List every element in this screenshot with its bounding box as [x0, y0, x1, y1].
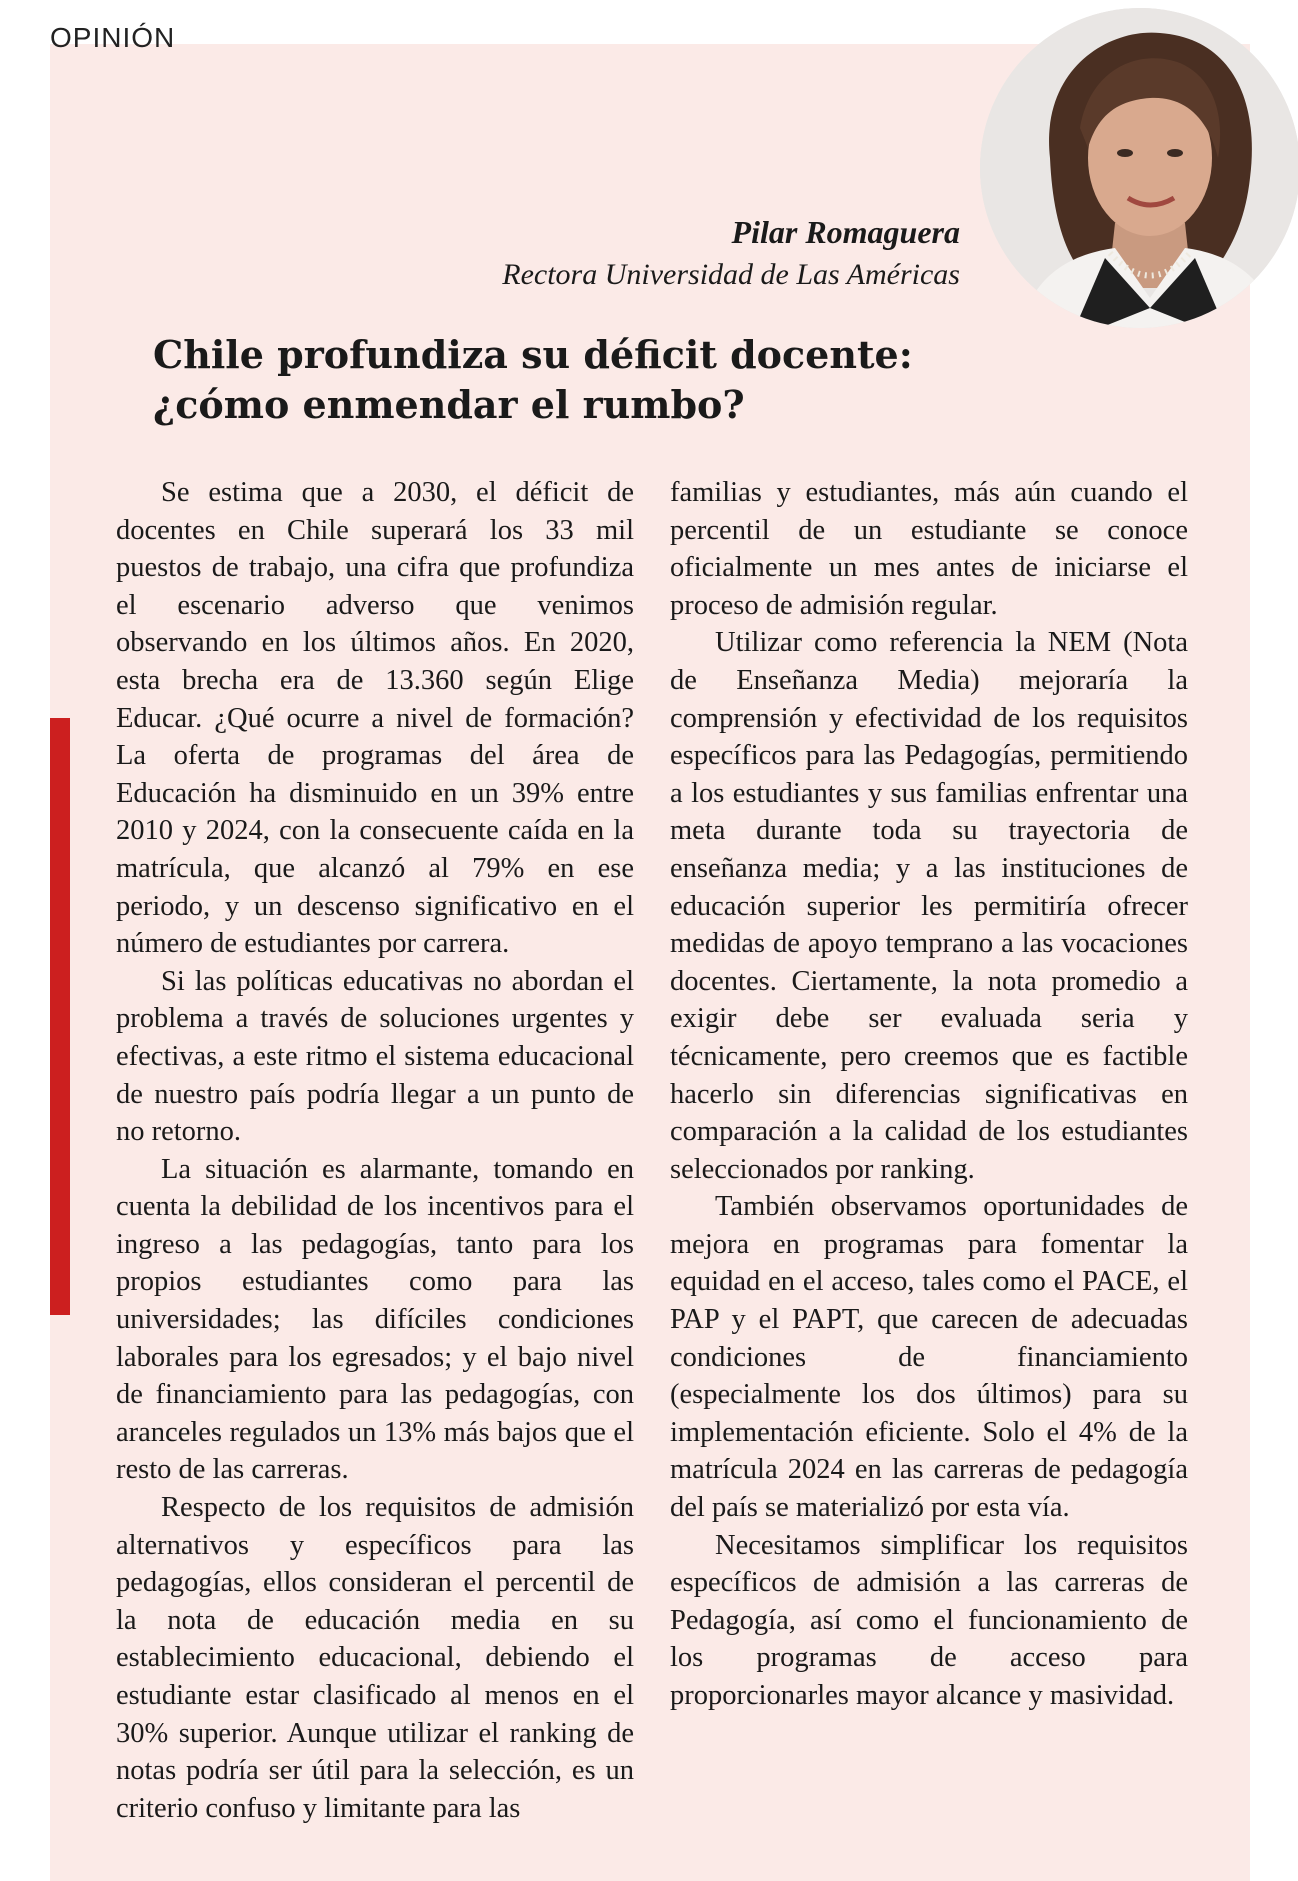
paragraph: Necesitamos simplificar los requisitos específicos de admisión a las carreras de Pedagogía, así como el funcionamiento de los programas de acceso para proporcionarles mayor alcance y masividad. — [670, 1529, 1188, 1711]
paragraph-continued: familias y estudiantes, más aún cuando el percentil de un estudiante se conoce oficialmente un mes antes de iniciarse el proceso de admisión regular. — [670, 477, 1188, 621]
headline — [153, 330, 933, 430]
accent-bar — [50, 718, 70, 1315]
paragraph: Se estima que a 2030, el déficit de docentes en Chile superará los 33 mil puestos de trabajo, una cifra que profundiza el escenario adverso que venimos observando en los últimos años. En 2020, esta brecha era de 13.360 según Elige Educar. ¿Qué ocurre a nivel de formación? La oferta de programas del área de Educación ha disminuido en un 39% entre 2010 y 2024, con la consecuente caída en la matrícula, que alcanzó al 79% en ese periodo, y un descenso significativo en el número de estudiantes por carrera. — [116, 477, 634, 960]
paragraph: Utilizar como referencia la NEM (Nota de Enseñanza Media) mejoraría la comprensión y efectividad de los requisitos específicos para las Pedagogías, permitiendo a los estudiantes y sus familias enfrentar una meta durante toda su trayectoria de enseñanza media; y a las instituciones de educación superior les permitiría ofrecer medidas de apoyo temprano a las vocaciones docentes. Ciertamente, la nota promedio a exigir debe ser evaluada seria y técnicamente, pero creemos que es factible hacerlo sin diferencias significativas en comparación a la calidad de los estudiantes seleccionados por ranking. — [670, 627, 1188, 1185]
headline-line-1: Chile profundiza su déficit docente: — [153, 332, 913, 377]
author-photo — [980, 8, 1298, 328]
author-role: Rectora Universidad de Las Américas — [502, 258, 960, 291]
headline-line-2: ¿cómo enmendar el rumbo? — [153, 382, 745, 427]
body-column-right — [670, 474, 1188, 1715]
section-label: OPINIÓN — [50, 22, 176, 53]
body-column-left — [116, 474, 634, 1827]
paragraph: También observamos oportunidades de mejora en programas para fomentar la equidad en el acceso, tales como el PACE, el PAP y el PAPT, que carecen de adecuadas condiciones de financiamiento (especialmente los dos últimos) para su implementación eficiente. Solo el 4% de la matrícula 2024 en las carreras de pedagogía del país se materializó por esta vía. — [670, 1191, 1188, 1524]
paragraph: La situación es alarmante, tomando en cuenta la debilidad de los incentivos para el ingreso a las pedagogías, tanto para los propios estudiantes como para las universidades; las difíciles condiciones laborales para los egresados; y el bajo nivel de financiamiento para las pedagogías, con aranceles regulados un 13% más bajos que el resto de las carreras. — [116, 1153, 634, 1486]
paragraph: Si las políticas educativas no abordan el problema a través de soluciones urgentes y efectivas, a este ritmo el sistema educacional de nuestro país podría llegar a un punto de no retorno. — [116, 965, 634, 1148]
author-name: Pilar Romaguera — [731, 214, 960, 250]
author-portrait-illustration — [980, 8, 1298, 328]
paragraph: Respecto de los requisitos de admisión alternativos y específicos para las pedagogías, ellos consideran el percentil de la nota de educación media en su establecimiento educacional, debiendo el estudiante estar clasificado al menos en el 30% superior. Aunque utilizar el ranking de notas podría ser útil para la selección, es un criterio confuso y limitante para las — [116, 1492, 634, 1824]
